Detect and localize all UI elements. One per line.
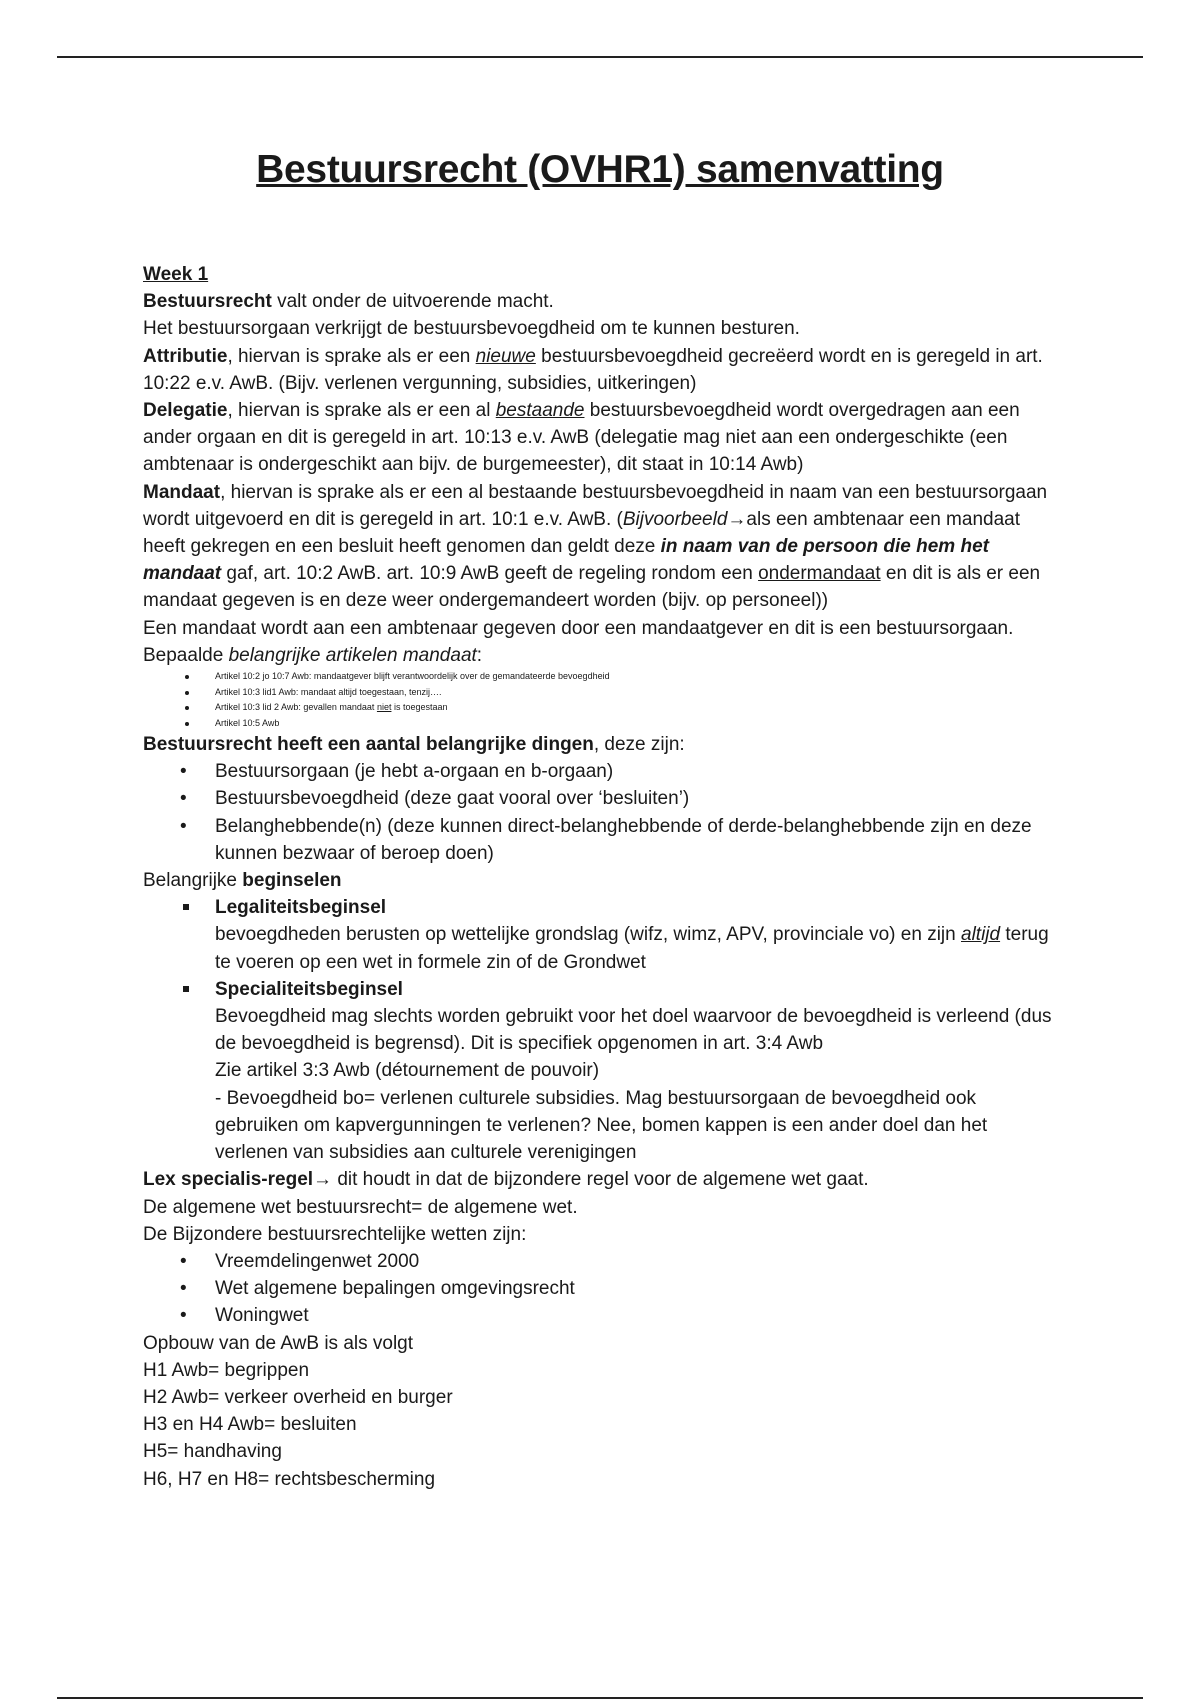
paragraph-delegatie: Delegatie, hiervan is sprake als er een al bestaande bestuursbevoegdheid wordt overgedragen aan een ander orgaan en dit is geregeld in art. 10:13 e.v. AwB (delegatie mag niet aan een ondergeschikte (een ambtenaar is ondergeschikt aan bijv. de burgemeester), dit staat in 10:14 Awb) bbox=[143, 400, 1020, 476]
structure-line: H5= handhaving bbox=[143, 1441, 282, 1463]
list-item: • Woningwet bbox=[143, 1302, 1063, 1329]
paragraph: Bepaalde belangrijke artikelen mandaat: bbox=[143, 644, 483, 666]
important-things-list bbox=[143, 758, 1063, 867]
paragraph: Het bestuursorgaan verkrijgt de bestuursbevoegdheid om te kunnen besturen. bbox=[143, 318, 800, 340]
paragraph: De Bijzondere bestuursrechtelijke wetten zijn: bbox=[143, 1223, 527, 1245]
list-item: Artikel 10:3 lid1 Awb: mandaat altijd toegestaan, tenzij…. bbox=[143, 685, 1063, 701]
structure-line: H2 Awb= verkeer overheid en burger bbox=[143, 1386, 453, 1408]
structure-line: H6, H7 en H8= rechtsbescherming bbox=[143, 1468, 436, 1490]
top-rule bbox=[57, 56, 1143, 58]
special-laws-list bbox=[143, 1248, 1063, 1330]
list-item: • Belanghebbende(n) (deze kunnen direct-belanghebbende of derde-belanghebbende zijn en deze kunnen bezwaar of beroep doen) bbox=[143, 813, 1063, 867]
document-body bbox=[143, 261, 1063, 1493]
paragraph: De algemene wet bestuursrecht= de algemene wet. bbox=[143, 1196, 578, 1218]
bottom-rule bbox=[57, 1697, 1143, 1699]
structure-line: H1 Awb= begrippen bbox=[143, 1359, 310, 1381]
paragraph: Opbouw van de AwB is als volgt bbox=[143, 1332, 414, 1354]
list-item: Artikel 10:2 jo 10:7 Awb: mandaatgever blijft verantwoordelijk over de gemandateerde bevoegdheid bbox=[143, 669, 1063, 685]
arrow-icon: → bbox=[727, 508, 747, 530]
list-item: Artikel 10:3 lid 2 Awb: gevallen mandaat niet is toegestaan bbox=[143, 700, 1063, 716]
list-item: Artikel 10:5 Awb bbox=[143, 716, 1063, 732]
list-item: • Bestuursorgaan (je hebt a-orgaan en b-orgaan) bbox=[143, 758, 1063, 785]
arrow-icon: → bbox=[313, 1169, 333, 1191]
list-item: Specialiteitsbeginsel Bevoegdheid mag slechts worden gebruikt voor het doel waarvoor de bevoegdheid is verleend (dus de bevoegdheid is begrensd). Dit is specifiek opgenomen in art. 3:4 Awb Zie artikel 3:3 Awb (détournement de pouvoir) - Bevoegdheid bo= verlenen culturele subsidies. Mag bestuursorgaan de bevoegdheid ook gebruiken om kapvergunningen te verlenen? Nee, bomen kappen is een ander doel dan het verlenen van subsidies aan culturele verenigingen bbox=[143, 976, 1063, 1166]
paragraph: Bestuursrecht valt onder de uitvoerende macht. bbox=[143, 291, 554, 313]
week-heading: Week 1 bbox=[143, 264, 209, 285]
principles-list bbox=[143, 894, 1063, 1166]
list-item: Legaliteitsbeginsel bevoegdheden berusten op wettelijke grondslag (wifz, wimz, APV, provinciale vo) en zijn altijd terug te voeren op een wet in formele zin of de Grondwet bbox=[143, 894, 1063, 976]
document-title: Bestuursrecht (OVHR1) samenvatting bbox=[256, 148, 944, 191]
paragraph: Bestuursrecht heeft een aantal belangrijke dingen, deze zijn: bbox=[143, 734, 685, 756]
paragraph: Lex specialis-regel→ dit houdt in dat de bijzondere regel voor de algemene wet gaat. bbox=[143, 1169, 869, 1191]
structure-line: H3 en H4 Awb= besluiten bbox=[143, 1414, 357, 1436]
paragraph-attributie: Attributie, hiervan is sprake als er een nieuwe bestuursbevoegdheid gecreëerd wordt en is geregeld in art. 10:22 e.v. AwB. (Bijv. verlenen vergunning, subsidies, uitkeringen) bbox=[143, 345, 1043, 394]
paragraph-mandaat: Mandaat, hiervan is sprake als er een al bestaande bestuursbevoegdheid in naam van een bestuursorgaan wordt uitgevoerd en dit is geregeld in art. 10:1 e.v. AwB. (Bijvoorbeeld→als een ambtenaar een mandaat heeft gekregen en een besluit heeft genomen dan geldt deze in naam van de persoon die hem het mandaat gaf, art. 10:2 AwB. art. 10:9 AwB geeft de regeling rondom een ondermandaat en dit is als er een mandaat gegeven is en deze weer ondergemandeert worden (bijv. op personeel)) bbox=[143, 481, 1048, 612]
paragraph: Belangrijke beginselen bbox=[143, 870, 342, 892]
list-item: • Vreemdelingenwet 2000 bbox=[143, 1248, 1063, 1275]
paragraph: Een mandaat wordt aan een ambtenaar gegeven door een mandaatgever en dit is een bestuursorgaan. bbox=[143, 617, 1014, 639]
list-item: • Bestuursbevoegdheid (deze gaat vooral over ‘besluiten’) bbox=[143, 785, 1063, 812]
list-item: • Wet algemene bepalingen omgevingsrecht bbox=[143, 1275, 1063, 1302]
mandaat-articles-list bbox=[143, 669, 1063, 731]
